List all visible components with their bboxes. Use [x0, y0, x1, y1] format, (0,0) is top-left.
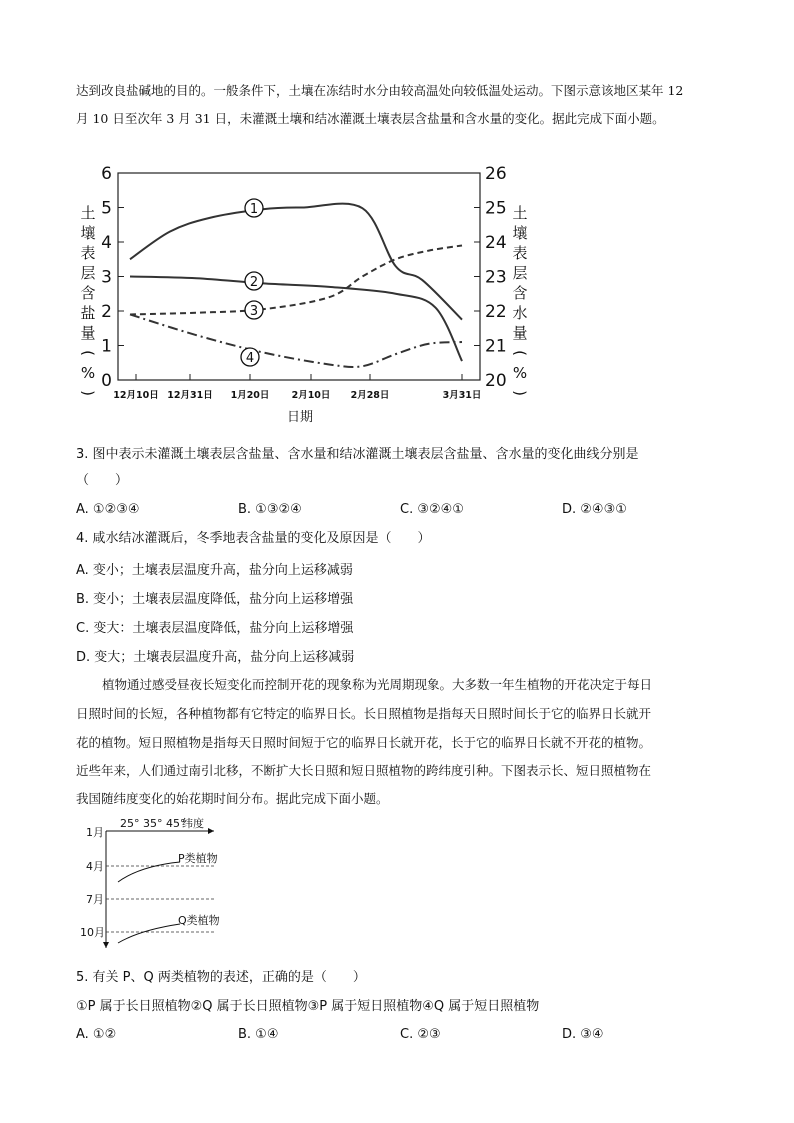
q5-text: 5. 有关 P、Q 两类植物的表述，正确的是（ ）: [76, 970, 366, 985]
svg-text:(: (: [79, 350, 97, 356]
latitude-ticks: 25° 35° 45°: [120, 817, 186, 830]
latitude-label: 纬度: [182, 817, 204, 830]
passage2-line-5: 我国随纬度变化的始花期时间分布。据此完成下面小题。: [76, 791, 389, 806]
intro-line-1: 达到改良盐碱地的目的。一般条件下，土壤在冻结时水分由较高温处向较低温处运动。下图示意该地区某年 12: [76, 83, 684, 98]
y-right-tick-label: 25: [485, 198, 507, 219]
passage2-line-1: 植物通过感受昼夜长短变化而控制开花的现象称为光周期现象。大多数一年生植物的开花决定于每日: [102, 677, 653, 692]
series-curve-4: [130, 314, 462, 367]
q4-option-b[interactable]: B. 变小；土壤表层温度降低，盐分向上运移增强: [76, 592, 354, 607]
q4-option-a[interactable]: A. 变小；土壤表层温度升高，盐分向上运移减弱: [76, 563, 353, 578]
series-marker-label: 3: [249, 304, 259, 319]
svg-text:含: 含: [512, 284, 528, 302]
q4-text: 4. 咸水结冰灌溉后，冬季地表含盐量的变化及原因是（ ）: [76, 531, 431, 546]
q3-option-b[interactable]: B. ①③②④: [238, 502, 302, 517]
q3-option-c[interactable]: C. ③②④①: [400, 502, 464, 517]
y-right-tick-label: 26: [485, 164, 507, 184]
svg-text:量: 量: [512, 324, 528, 342]
y-right-tick-label: 21: [485, 336, 507, 357]
q3-option-d[interactable]: D. ②④③①: [562, 502, 627, 517]
svg-text:%: %: [80, 364, 96, 382]
q5-statements: ①P 属于长日照植物②Q 属于长日照植物③P 属于短日照植物④Q 属于短日照植物: [76, 999, 540, 1014]
y-left-tick-label: 1: [101, 336, 112, 357]
svg-text:): ): [79, 390, 97, 396]
q4-option-d[interactable]: D. 变大；土壤表层温度升高，盐分向上运移减弱: [76, 650, 355, 665]
y-right-tick-label: 22: [485, 302, 507, 322]
q3-paren: （ ）: [76, 473, 129, 488]
q5-option-d[interactable]: D. ③④: [562, 1027, 604, 1042]
series-marker-label: 2: [249, 275, 259, 290]
svg-text:含: 含: [80, 284, 96, 302]
intro-line-2: 月 10 日至次年 3 月 31 日，未灌溉土壤和结冰灌溉土壤表层含盐量和含水量的变化。据此完成下面小题。: [76, 111, 665, 126]
month-7: 7月: [86, 893, 104, 906]
svg-text:): ): [511, 390, 529, 396]
series-curve-2: [130, 277, 462, 362]
q4-option-c[interactable]: C. 变大：土壤表层温度降低，盐分向上运移增强: [76, 621, 354, 636]
q5-option-b[interactable]: B. ①④: [238, 1027, 279, 1042]
passage2-line-4: 近些年来，人们通过南引北移，不断扩大长日照和短日照植物的跨纬度引种。下图表示长、短日照植物在: [76, 763, 652, 778]
svg-text:%: %: [512, 364, 528, 382]
y-left-tick-label: 5: [101, 198, 112, 219]
month-10: 10月: [80, 926, 105, 939]
q3-text: 3. 图中表示未灌溉土壤表层含盐量、含水量和结冰灌溉土壤表层含盐量、含水量的变化曲线分别是: [76, 447, 639, 462]
p-plant-curve: [118, 862, 180, 882]
svg-text:水: 水: [512, 304, 528, 322]
series-curve-1: [130, 204, 462, 320]
svg-text:盐: 盐: [80, 304, 96, 322]
x-tick-label: 12月31日: [167, 390, 213, 401]
q5-option-c[interactable]: C. ②③: [400, 1027, 441, 1042]
q5-option-a[interactable]: A. ①②: [76, 1027, 117, 1042]
x-tick-label: 2月10日: [291, 390, 331, 401]
month-4: 4月: [86, 860, 104, 873]
flowering-diagram: [0, 815, 794, 955]
y-left-tick-label: 0: [101, 371, 112, 391]
y-right-tick-label: 20: [485, 371, 507, 391]
y-right-tick-label: 24: [485, 233, 507, 253]
svg-text:土: 土: [80, 204, 96, 222]
q3-option-a[interactable]: A. ①②③④: [76, 502, 140, 517]
y-right-label: [511, 204, 529, 396]
p-plant-label: P类植物: [178, 852, 218, 865]
svg-text:层: 层: [512, 264, 528, 282]
month-1: 1月: [86, 826, 104, 839]
y-left-tick-label: 4: [101, 233, 112, 253]
salt-water-chart: [0, 160, 794, 460]
x-axis-label: 日期: [286, 410, 314, 425]
series-marker-label: 4: [245, 351, 255, 366]
y-right-tick-label: 23: [485, 267, 507, 288]
x-tick-label: 12月10日: [113, 390, 159, 401]
y-left-tick-label: 3: [101, 267, 112, 288]
q-plant-label: Q类植物: [178, 914, 220, 927]
passage2-line-3: 花的植物。短日照植物是指每天日照时间短于它的临界日长就开花，长于它的临界日长就不开花的植物。: [76, 735, 652, 750]
svg-text:(: (: [511, 350, 529, 356]
x-tick-label: 3月31日: [442, 390, 482, 401]
y-left-tick-label: 2: [101, 302, 112, 322]
svg-text:壤: 壤: [80, 224, 96, 242]
y-left-tick-label: 6: [101, 164, 112, 184]
svg-text:土: 土: [512, 204, 528, 222]
svg-text:层: 层: [80, 264, 96, 282]
svg-text:壤: 壤: [512, 224, 528, 242]
svg-text:表: 表: [80, 244, 96, 262]
y-left-label: [79, 204, 97, 396]
q-plant-curve: [118, 924, 180, 943]
series-curve-3: [130, 245, 462, 314]
svg-text:量: 量: [80, 324, 96, 342]
x-tick-label: 1月20日: [230, 390, 270, 401]
svg-text:表: 表: [512, 244, 528, 262]
x-tick-label: 2月28日: [350, 390, 390, 401]
series-marker-label: 1: [249, 202, 259, 217]
passage2-line-2: 日照时间的长短，各种植物都有它特定的临界日长。长日照植物是指每天日照时间长于它的临界日长就开: [76, 706, 652, 721]
